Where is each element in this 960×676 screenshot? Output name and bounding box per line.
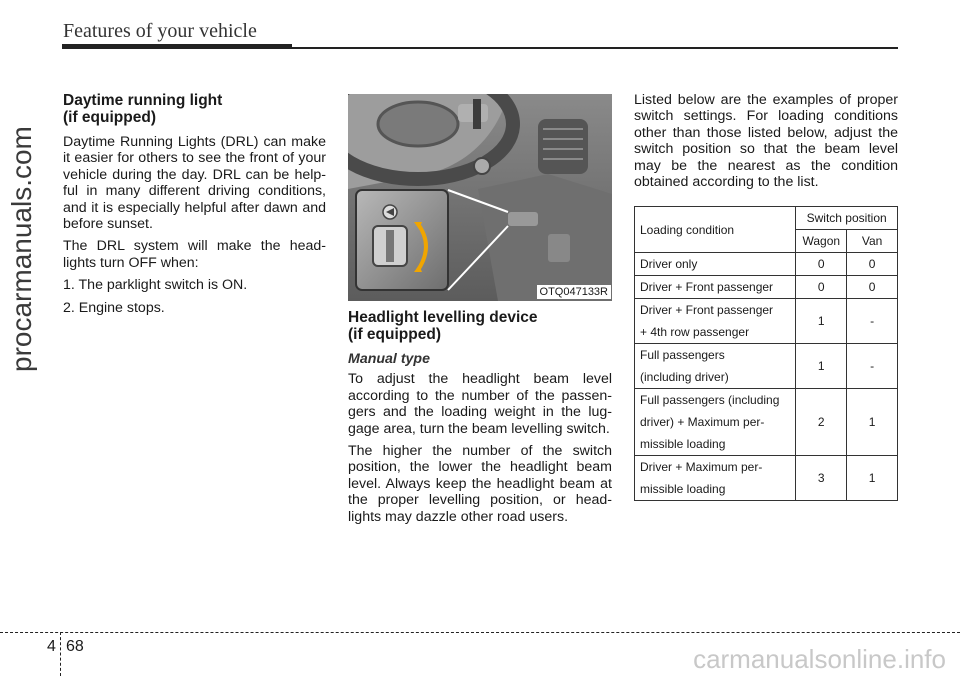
header-rule — [292, 47, 898, 49]
wagon-cell: 3 — [796, 456, 847, 501]
wagon-cell: 0 — [796, 253, 847, 276]
van-cell: 0 — [847, 276, 898, 299]
footer-rule — [0, 632, 960, 633]
table-row — [635, 299, 898, 344]
levelling-switch-photo — [348, 94, 612, 301]
condition-cell: Driver + Front passenger + 4th row passenger — [635, 299, 796, 344]
image-code-label: OTQ047133R — [537, 285, 611, 299]
wagon-cell: 1 — [796, 344, 847, 389]
drl-section — [63, 92, 326, 322]
running-header-title: Features of your vehicle — [63, 20, 257, 42]
van-cell: - — [847, 344, 898, 389]
drl-list-item-2: 2. Engine stops. — [63, 299, 165, 316]
condition-cell: Driver + Maximum per- missible loading — [635, 456, 796, 501]
header-wagon: Wagon — [796, 230, 847, 253]
table-header-row — [635, 207, 898, 230]
drl-heading-line2: (if equipped) — [63, 109, 156, 126]
manual-type-subheading: Manual type — [348, 351, 430, 367]
header-van: Van — [847, 230, 898, 253]
bottom-watermark: carmanualsonline.info — [693, 644, 946, 674]
levelling-heading-line1: Headlight levelling device — [348, 309, 538, 326]
condition-cell: Full passengers (including driver) — [635, 344, 796, 389]
page-number: 68 — [66, 638, 84, 655]
drl-paragraph-2: The DRL system will make the head-lights turn OFF when: — [63, 238, 326, 271]
drl-heading — [63, 92, 326, 126]
table-row — [635, 389, 898, 456]
levelling-heading — [348, 309, 612, 343]
header-switch-position: Switch position — [796, 207, 898, 230]
van-cell: 1 — [847, 389, 898, 456]
footer-divider — [60, 632, 61, 676]
header-accent-bar — [62, 44, 292, 49]
table-row — [635, 456, 898, 501]
drl-paragraph-1: Daytime Running Lights (DRL) can make it easier for others to see the front of your vehicle during the day. DRL can be help-ful in many different driving conditions, and it is especially helpful after dawn and before sunset. — [63, 134, 326, 233]
loading-condition-table — [634, 206, 898, 501]
levelling-heading-line2: (if equipped) — [348, 326, 441, 343]
switch-settings-intro: Listed below are the examples of proper switch settings. For loading conditions other than those listed below, adjust the switch position so that the beam level may be the nearest as the condition obtained according to the list. — [634, 92, 898, 191]
drl-list-item-1: 1. The parklight switch is ON. — [63, 277, 248, 294]
wagon-cell: 0 — [796, 276, 847, 299]
van-cell: - — [847, 299, 898, 344]
header-loading-condition: Loading condition — [635, 207, 796, 253]
van-cell: 0 — [847, 253, 898, 276]
levelling-paragraph-2: The higher the number of the switch position, the lower the headlight beam level. Always keep the headlight beam at the proper levelling position, or head-lights may dazzle other road users. — [348, 443, 612, 525]
condition-cell: Driver + Front passenger — [635, 276, 796, 299]
table-row — [635, 253, 898, 276]
chapter-number: 4 — [47, 638, 56, 655]
condition-cell: Full passengers (including driver) + Maximum per- missible loading — [635, 389, 796, 456]
side-watermark: procarmanuals.com — [6, 126, 37, 372]
drl-heading-line1: Daytime running light — [63, 92, 223, 109]
wagon-cell: 1 — [796, 299, 847, 344]
headlight-levelling-section — [348, 94, 612, 531]
table-row — [635, 276, 898, 299]
switch-settings-section — [634, 92, 898, 501]
levelling-paragraph-1: To adjust the headlight beam level according to the number of the passen-gers and the loading weight in the lug-gage area, turn the beam levelling switch. — [348, 371, 612, 437]
van-cell: 1 — [847, 456, 898, 501]
dashboard-illustration — [348, 94, 612, 301]
condition-cell: Driver only — [635, 253, 796, 276]
wagon-cell: 2 — [796, 389, 847, 456]
table-row — [635, 344, 898, 389]
